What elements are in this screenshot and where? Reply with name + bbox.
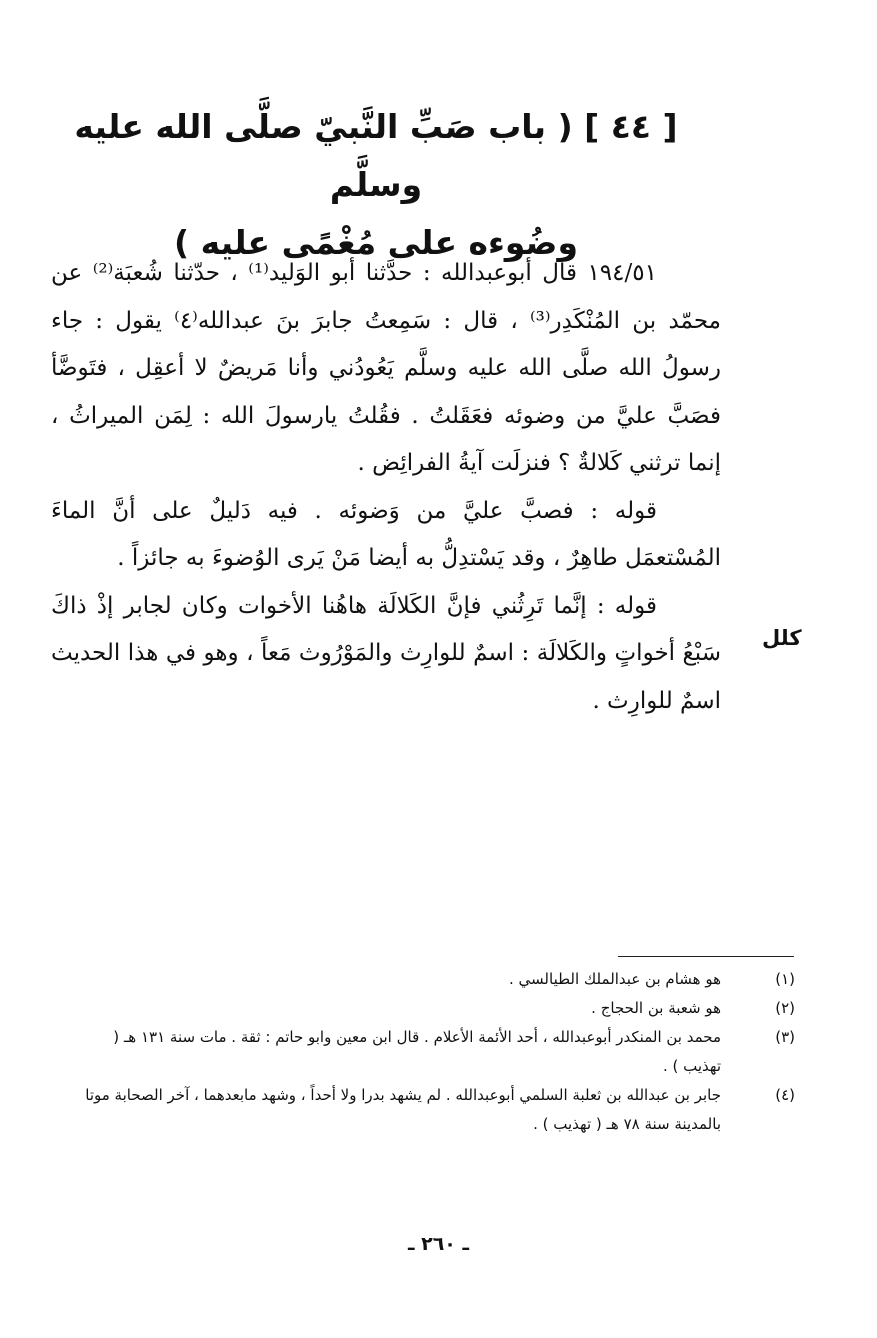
footnote-item (75, 965, 795, 994)
footnote-number: (١) (775, 970, 795, 988)
chapter-heading-line-2: وضُوءه على مُغْمًى عليه ) (174, 223, 578, 262)
footnote-number: (٣) (775, 1028, 795, 1046)
margin-root-note: كلل (762, 626, 802, 650)
footnote-divider (618, 956, 794, 957)
footnotes (75, 965, 795, 1139)
footnote-number: (٢) (775, 999, 795, 1017)
chapter-heading (31, 98, 721, 272)
chapter-heading-line-1: [ ٤٤ ] ( باب صَبِّ النَّبيّ صلَّى الله عليه وسلَّم (74, 107, 678, 204)
commentary-paragraph-2: قوله : إنَّما تَرِثُني فإنَّ الكَلالَة هاهُنا الأخوات وكان لجابر إذْ ذاكَ سَبْعُ أخواتٍ والكَلالَة : اسمٌ للوارِث والمَوْرُوث مَعاً ، وهو في هذا الحديث اسمٌ للوارِث . (51, 592, 721, 714)
footnote-text: هو شعبة بن الحجاج . (591, 999, 721, 1017)
footnote-text: هو هشام بن عبدالملك الطيالسي . (509, 970, 721, 988)
footnote-item (75, 1023, 795, 1081)
page-number: ـ ٢٦٠ ـ (407, 1233, 469, 1255)
footnote-number: (٤) (775, 1086, 795, 1104)
footnote-text: محمد بن المنكدر أبوعبدالله ، أحد الأئمة الأعلام . قال ابن معين وابو حاتم : ثقة . مات سنة ١٣١ هـ ( تهذيب ) . (113, 1028, 721, 1075)
footnote-text: جابر بن عبدالله بن ثعلبة السلمي أبوعبدالله . لم يشهد بدرا ولا أحداً ، وشهد مابعدهما ، آخر الصحابة موتا بالمدينة سنة ٧٨ هـ ( تهذيب ) . (85, 1086, 721, 1133)
hadith-paragraph: ١٩٤/٥١ قال أبوعبدالله : حدَّثنا أبو الوَليد⁽¹⁾ ، حدّثنا شُعبَة⁽²⁾ عن محمّد بن المُنْكَدِر⁽³⁾ ، قال : سَمِعتُ جابرَ بنَ عبدالله⁽٤⁾ يقول : جاء رسولُ الله صلَّى الله عليه وسلَّم يَعُودُني وأنا مَريضٌ لا أعقِل ، فتَوضَّأ فصَبَّ عليَّ من وضوئه فعَقَلتُ . فقُلتُ يارسولَ الله : لِمَن الميراثُ ، إنما ترثني كَلالةٌ ؟ فنزلَت آيةُ الفرائِض . (51, 260, 721, 476)
footnote-item (75, 1081, 795, 1139)
commentary-paragraph-1: قوله : فصبَّ عليَّ من وَضوئه . فيه دَليلٌ على أنَّ الماءَ المُسْتعمَل طاهِرٌ ، وقد يَسْتدِلُّ به أيضا مَنْ يَرى الوُضوءَ به جائزاً . (51, 497, 721, 571)
main-text (51, 250, 721, 725)
footnote-item (75, 994, 795, 1023)
